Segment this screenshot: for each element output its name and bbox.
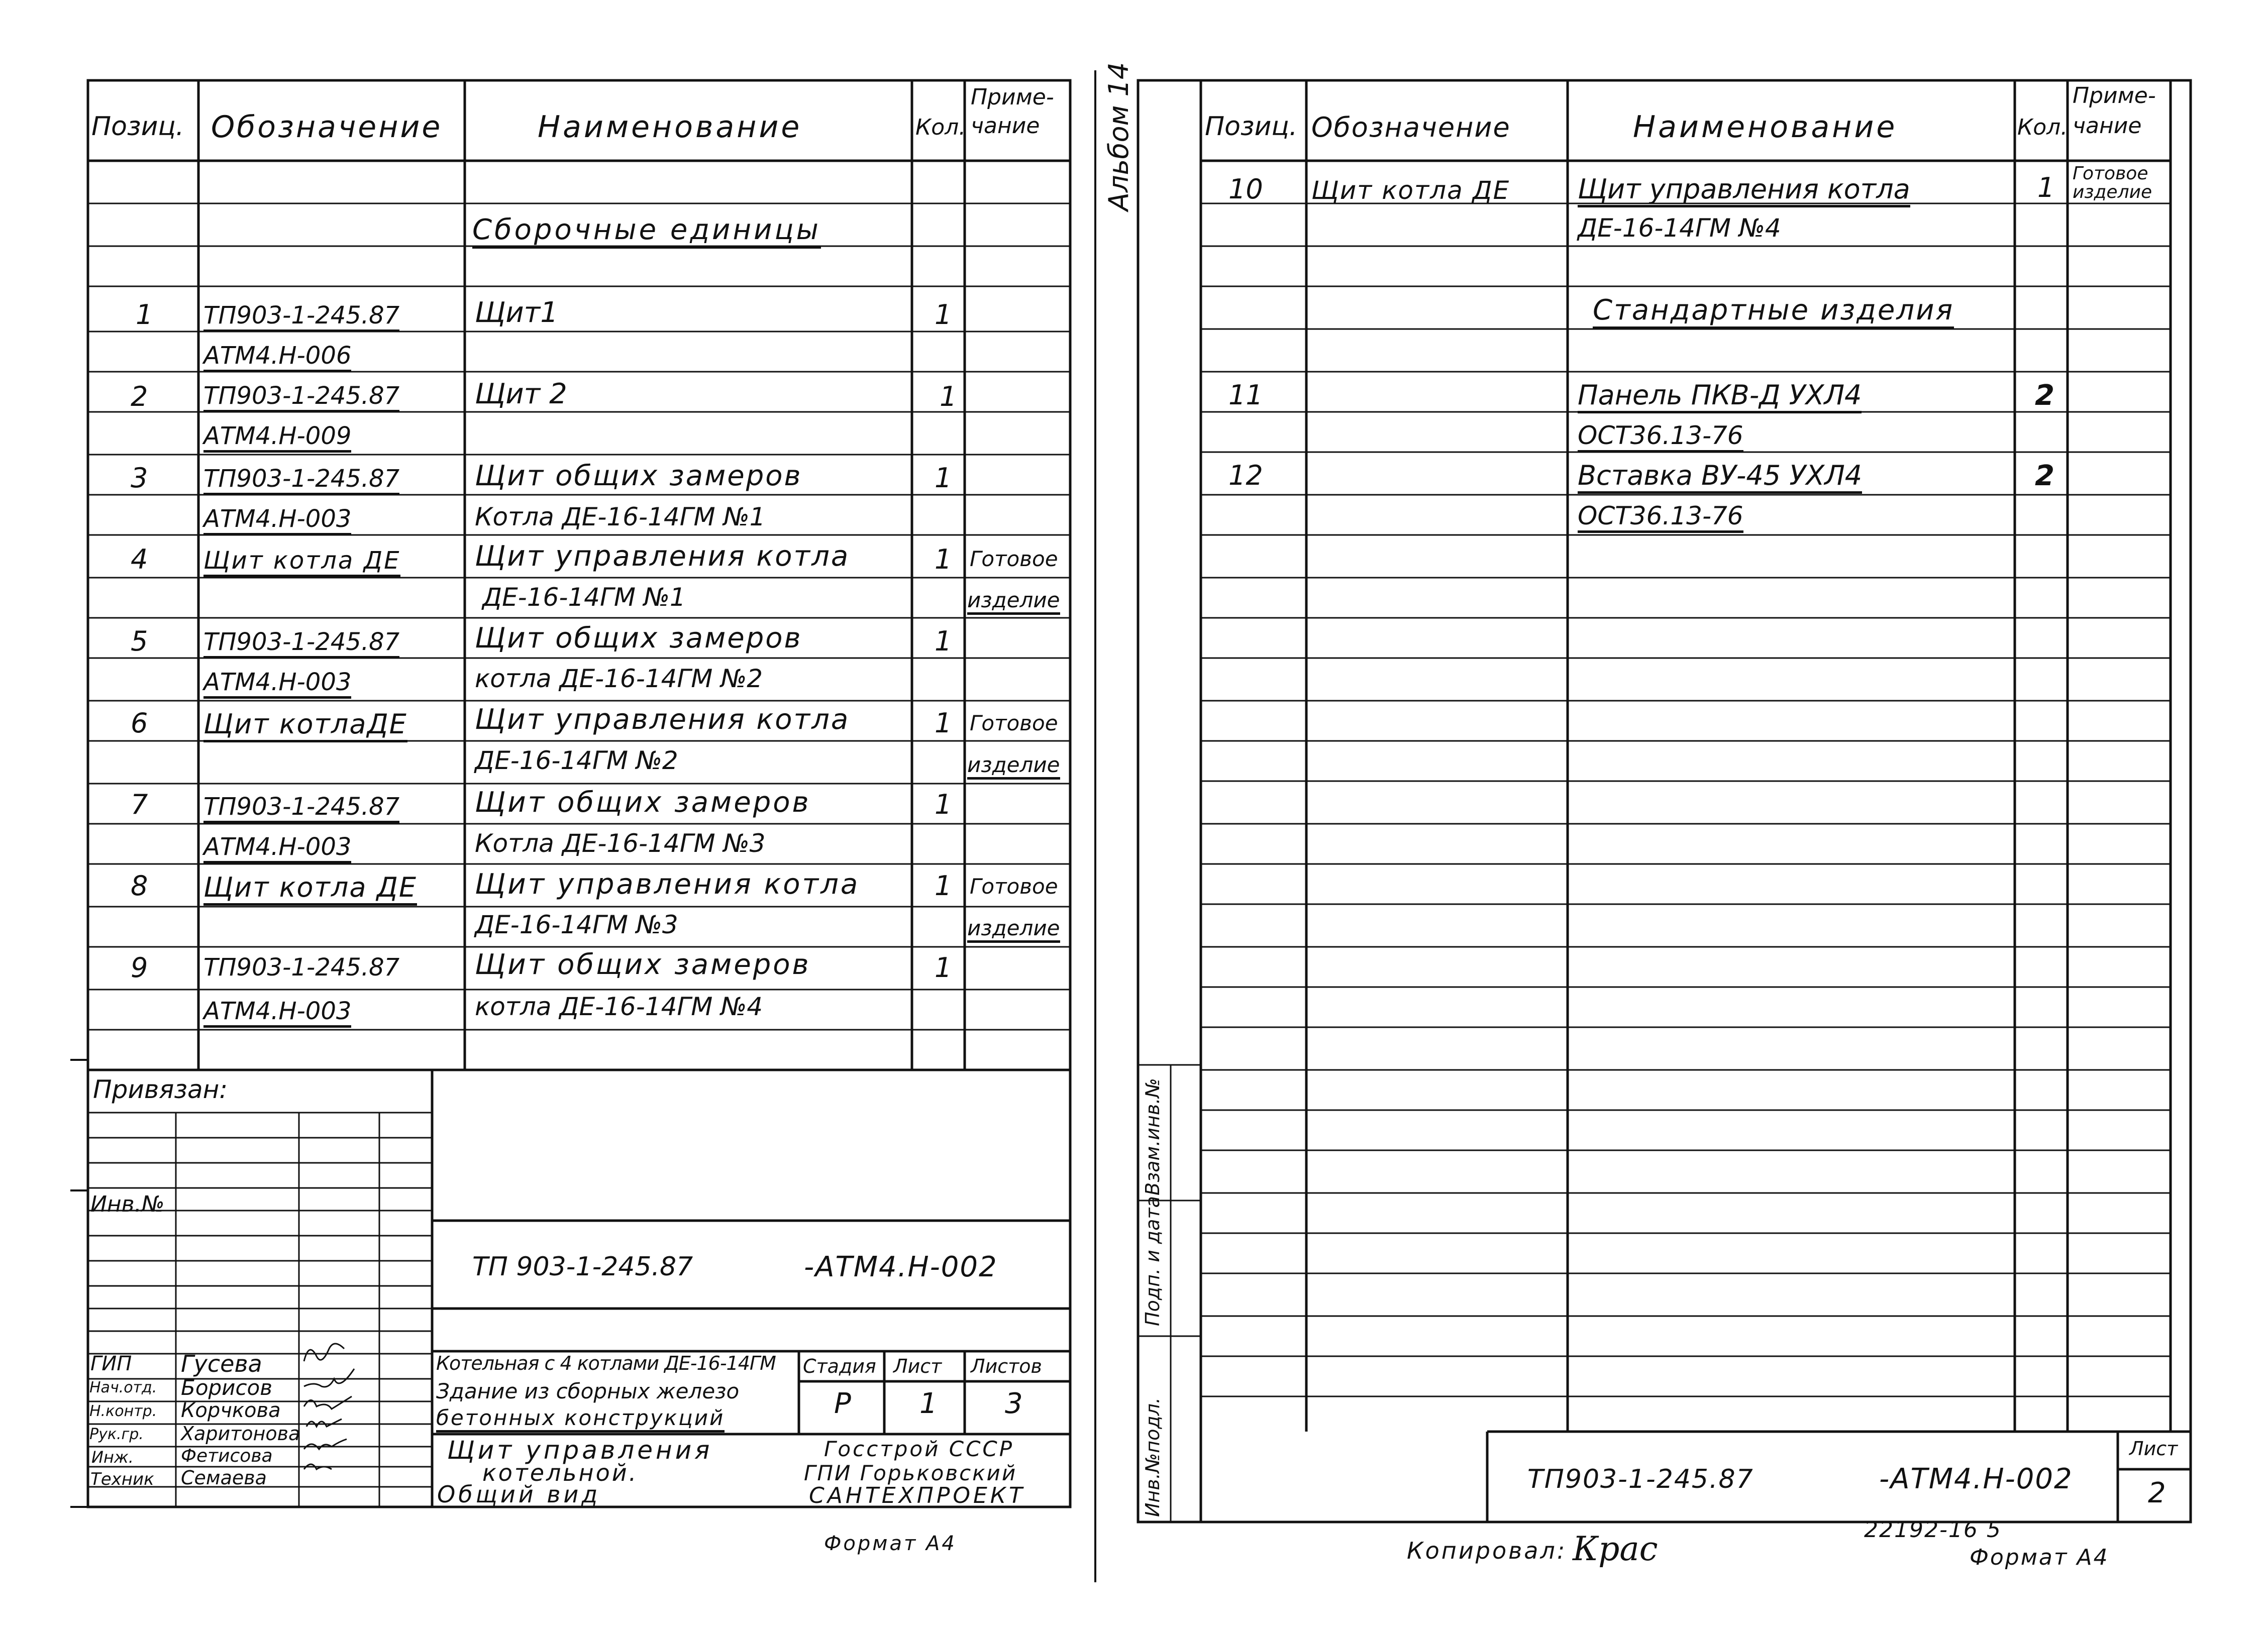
format-label: Формат А4: [1970, 1545, 2109, 1570]
role-gip-name: Гусева: [181, 1350, 262, 1377]
side-label-replace-inv: Взам.инв.№: [1142, 1078, 1164, 1195]
role-tech: Техник: [90, 1469, 154, 1489]
row-designation-line2: АТМ4.Н-009: [203, 422, 351, 453]
header-qty: Кол.: [2017, 115, 2068, 140]
row-qty: 2: [2035, 379, 2054, 412]
header-name: Наименование: [1633, 110, 1898, 145]
row-note-line2: изделие: [967, 752, 1060, 780]
row-name-line2: Котла ДЕ-16-14ГМ №1: [475, 502, 766, 531]
list-label: Лист: [2129, 1438, 2178, 1460]
doc-code: ТП 903-1-245.87: [472, 1252, 693, 1282]
row-pos: 3: [131, 462, 148, 494]
drawing-title-line1: Щит управления: [447, 1436, 713, 1465]
copied-signature: Крас: [1573, 1530, 1658, 1568]
header-note-line2: чание: [971, 113, 1040, 139]
row-designation-line1: ТП903-1-245.87: [203, 628, 399, 659]
role-ncontrol: Н.контр.: [89, 1402, 157, 1420]
row-note-line1: Готовое: [970, 874, 1058, 899]
sheets-header: Листов: [971, 1355, 1042, 1377]
privyazan-label: Привязан:: [93, 1075, 228, 1104]
project-title-line3: бетонных конструкций: [436, 1405, 725, 1433]
row-name-line1: Щит общих замеров: [475, 786, 811, 819]
header-note-line1: Приме-: [2073, 83, 2156, 108]
row-note-line1: Готовое: [970, 547, 1058, 571]
row-name-line2: котла ДЕ-16-14ГМ №2: [475, 664, 763, 693]
row-pos: 10: [1228, 173, 1263, 205]
side-label-sign-date: Подп. и дата: [1142, 1196, 1164, 1326]
row-name-line1: Панель ПКВ-Д УХЛ4: [1578, 379, 1862, 413]
row-name-line1: Вставка ВУ-45 УХЛ4: [1578, 460, 1862, 494]
header-note-line2: чание: [2073, 113, 2142, 139]
row-qty: 1: [2037, 172, 2055, 203]
header-note-line1: Приме-: [971, 84, 1054, 110]
role-lead-name: Харитонова: [181, 1423, 300, 1445]
row-pos: 8: [131, 870, 148, 902]
row-name-line2: ДЕ-16-14ГМ №3: [475, 910, 678, 939]
row-name-line1: Щит1: [475, 296, 558, 329]
row-qty: 1: [935, 299, 952, 331]
row-designation-line1: ТП903-1-245.87: [203, 465, 399, 495]
row-qty: 1: [935, 543, 952, 575]
row-note-line2: изделие: [2073, 182, 2152, 202]
row-name-line1: Щит управления котла: [475, 703, 850, 736]
row-name-line2: котла ДЕ-16-14ГМ №4: [475, 992, 763, 1021]
format-label: Формат А4: [824, 1532, 957, 1555]
row-name-line2: ОСТ36.13-76: [1578, 421, 1743, 453]
drawing-title-line3: Общий вид: [437, 1481, 601, 1508]
doc-code-suffix: -АТМ4.Н-002: [804, 1251, 998, 1283]
row-designation: Щит котла ДЕ: [1311, 176, 1510, 205]
inv-no-label: Инв.№: [90, 1191, 165, 1217]
row-designation-line2: АТМ4.Н-003: [203, 668, 351, 699]
row-note-line2: изделие: [967, 588, 1060, 615]
sheet-value: 1: [919, 1387, 938, 1420]
header-designation: Обозначение: [1311, 112, 1511, 143]
row-name-line1: Щит управления котла: [475, 540, 850, 573]
header-designation: Обозначение: [211, 110, 443, 145]
row-designation-line2: АТМ4.Н-003: [203, 997, 351, 1028]
row-name-line1: Щит управления котла: [475, 868, 860, 901]
header-pos: Позиц.: [91, 112, 184, 142]
doc-code: ТП903-1-245.87: [1527, 1464, 1754, 1494]
row-qty: 1: [935, 625, 952, 657]
order-number: 22192-16 5: [1864, 1517, 2002, 1543]
org-line3: САНТЕХПРОЕКТ: [809, 1483, 1025, 1508]
row-pos: 6: [131, 707, 148, 739]
role-ncontrol-name: Корчкова: [181, 1399, 281, 1422]
header-name: Наименование: [538, 110, 802, 145]
row-qty: 1: [940, 381, 957, 412]
row-designation-line1: ТП903-1-245.87: [203, 382, 399, 412]
role-lead: Рук.гр.: [89, 1426, 144, 1443]
row-designation-line1: ТП903-1-245.87: [203, 793, 399, 823]
list-number: 2: [2148, 1477, 2166, 1509]
row-designation-line1: Щит котла ДЕ: [203, 547, 400, 577]
row-designation-line1: ТП903-1-245.87: [203, 953, 400, 982]
row-name-line1: Щит общих замеров: [475, 460, 802, 492]
stage-header: Стадия: [803, 1355, 876, 1377]
sheet-header: Лист: [893, 1355, 942, 1377]
row-designation-line1: ТП903-1-245.87: [203, 301, 399, 332]
project-title-line1: Котельная с 4 котлами ДЕ-16-14ГМ: [436, 1352, 776, 1374]
row-name-line2: ДЕ-16-14ГМ №1: [482, 583, 686, 612]
doc-code-suffix: -АТМ4.Н-002: [1879, 1463, 2073, 1495]
row-qty: 1: [935, 952, 952, 984]
row-name-line1: Щит 2: [475, 378, 567, 410]
row-pos: 4: [131, 543, 148, 575]
row-qty: 1: [935, 789, 952, 820]
section-title-standard: Стандартные изделия: [1593, 294, 1954, 329]
project-title-line2: Здание из сборных железо: [436, 1379, 740, 1403]
row-pos: 2: [131, 381, 148, 412]
row-designation-line2: АТМ4.Н-003: [203, 833, 351, 863]
role-head-name: Борисов: [181, 1375, 273, 1400]
album-label: Альбом 14: [1103, 62, 1135, 211]
row-qty: 1: [935, 462, 952, 494]
row-qty: 1: [935, 707, 952, 739]
section-title-assembly: Сборочные единицы: [472, 213, 821, 249]
row-pos: 11: [1228, 379, 1263, 411]
row-designation-line2: АТМ4.Н-003: [203, 505, 351, 535]
drawing-title-line2: котельной.: [482, 1459, 639, 1486]
row-name-line2: ДЕ-16-14ГМ №2: [475, 746, 678, 775]
row-pos: 12: [1228, 460, 1263, 491]
row-qty: 1: [935, 870, 952, 902]
role-gip: ГИП: [90, 1352, 132, 1375]
row-designation-line2: АТМ4.Н-006: [203, 342, 351, 372]
role-engineer: Инж.: [91, 1448, 134, 1467]
role-engineer-name: Фетисова: [181, 1446, 273, 1466]
row-pos: 7: [131, 789, 148, 820]
row-note-line1: Готовое: [970, 711, 1058, 735]
row-name-line1: Щит общих замеров: [475, 948, 811, 981]
copied-label: Копировал:: [1407, 1537, 1567, 1564]
row-pos: 5: [131, 625, 148, 657]
org-line2: ГПИ Горьковский: [804, 1461, 1017, 1485]
row-name-line1: Щит общих замеров: [475, 622, 802, 655]
row-name-line2: ОСТ36.13-76: [1578, 501, 1743, 533]
role-head: Нач.отд.: [89, 1379, 157, 1396]
row-pos: 1: [136, 299, 153, 331]
row-qty: 2: [2035, 460, 2054, 492]
row-designation-line1: Щит котлаДЕ: [203, 708, 407, 742]
header-qty: Кол.: [915, 115, 966, 140]
sheets-value: 3: [1005, 1387, 1023, 1420]
header-pos: Позиц.: [1205, 112, 1298, 142]
row-note-line1: Готовое: [2073, 163, 2148, 184]
row-name-line2: Котла ДЕ-16-14ГМ №3: [475, 829, 766, 858]
side-label-inv-orig: Инв.№подл.: [1142, 1397, 1164, 1517]
org-line1: Госстрой СССР: [824, 1437, 1014, 1461]
row-name-line1: Щит управления котла: [1578, 173, 1910, 207]
row-designation-line1: Щит котла ДЕ: [203, 872, 417, 906]
row-note-line2: изделие: [967, 916, 1060, 943]
role-tech-name: Семаева: [181, 1467, 267, 1489]
row-name-line2: ДЕ-16-14ГМ №4: [1578, 213, 1781, 243]
row-pos: 9: [131, 952, 148, 984]
stage-value: Р: [834, 1387, 851, 1420]
